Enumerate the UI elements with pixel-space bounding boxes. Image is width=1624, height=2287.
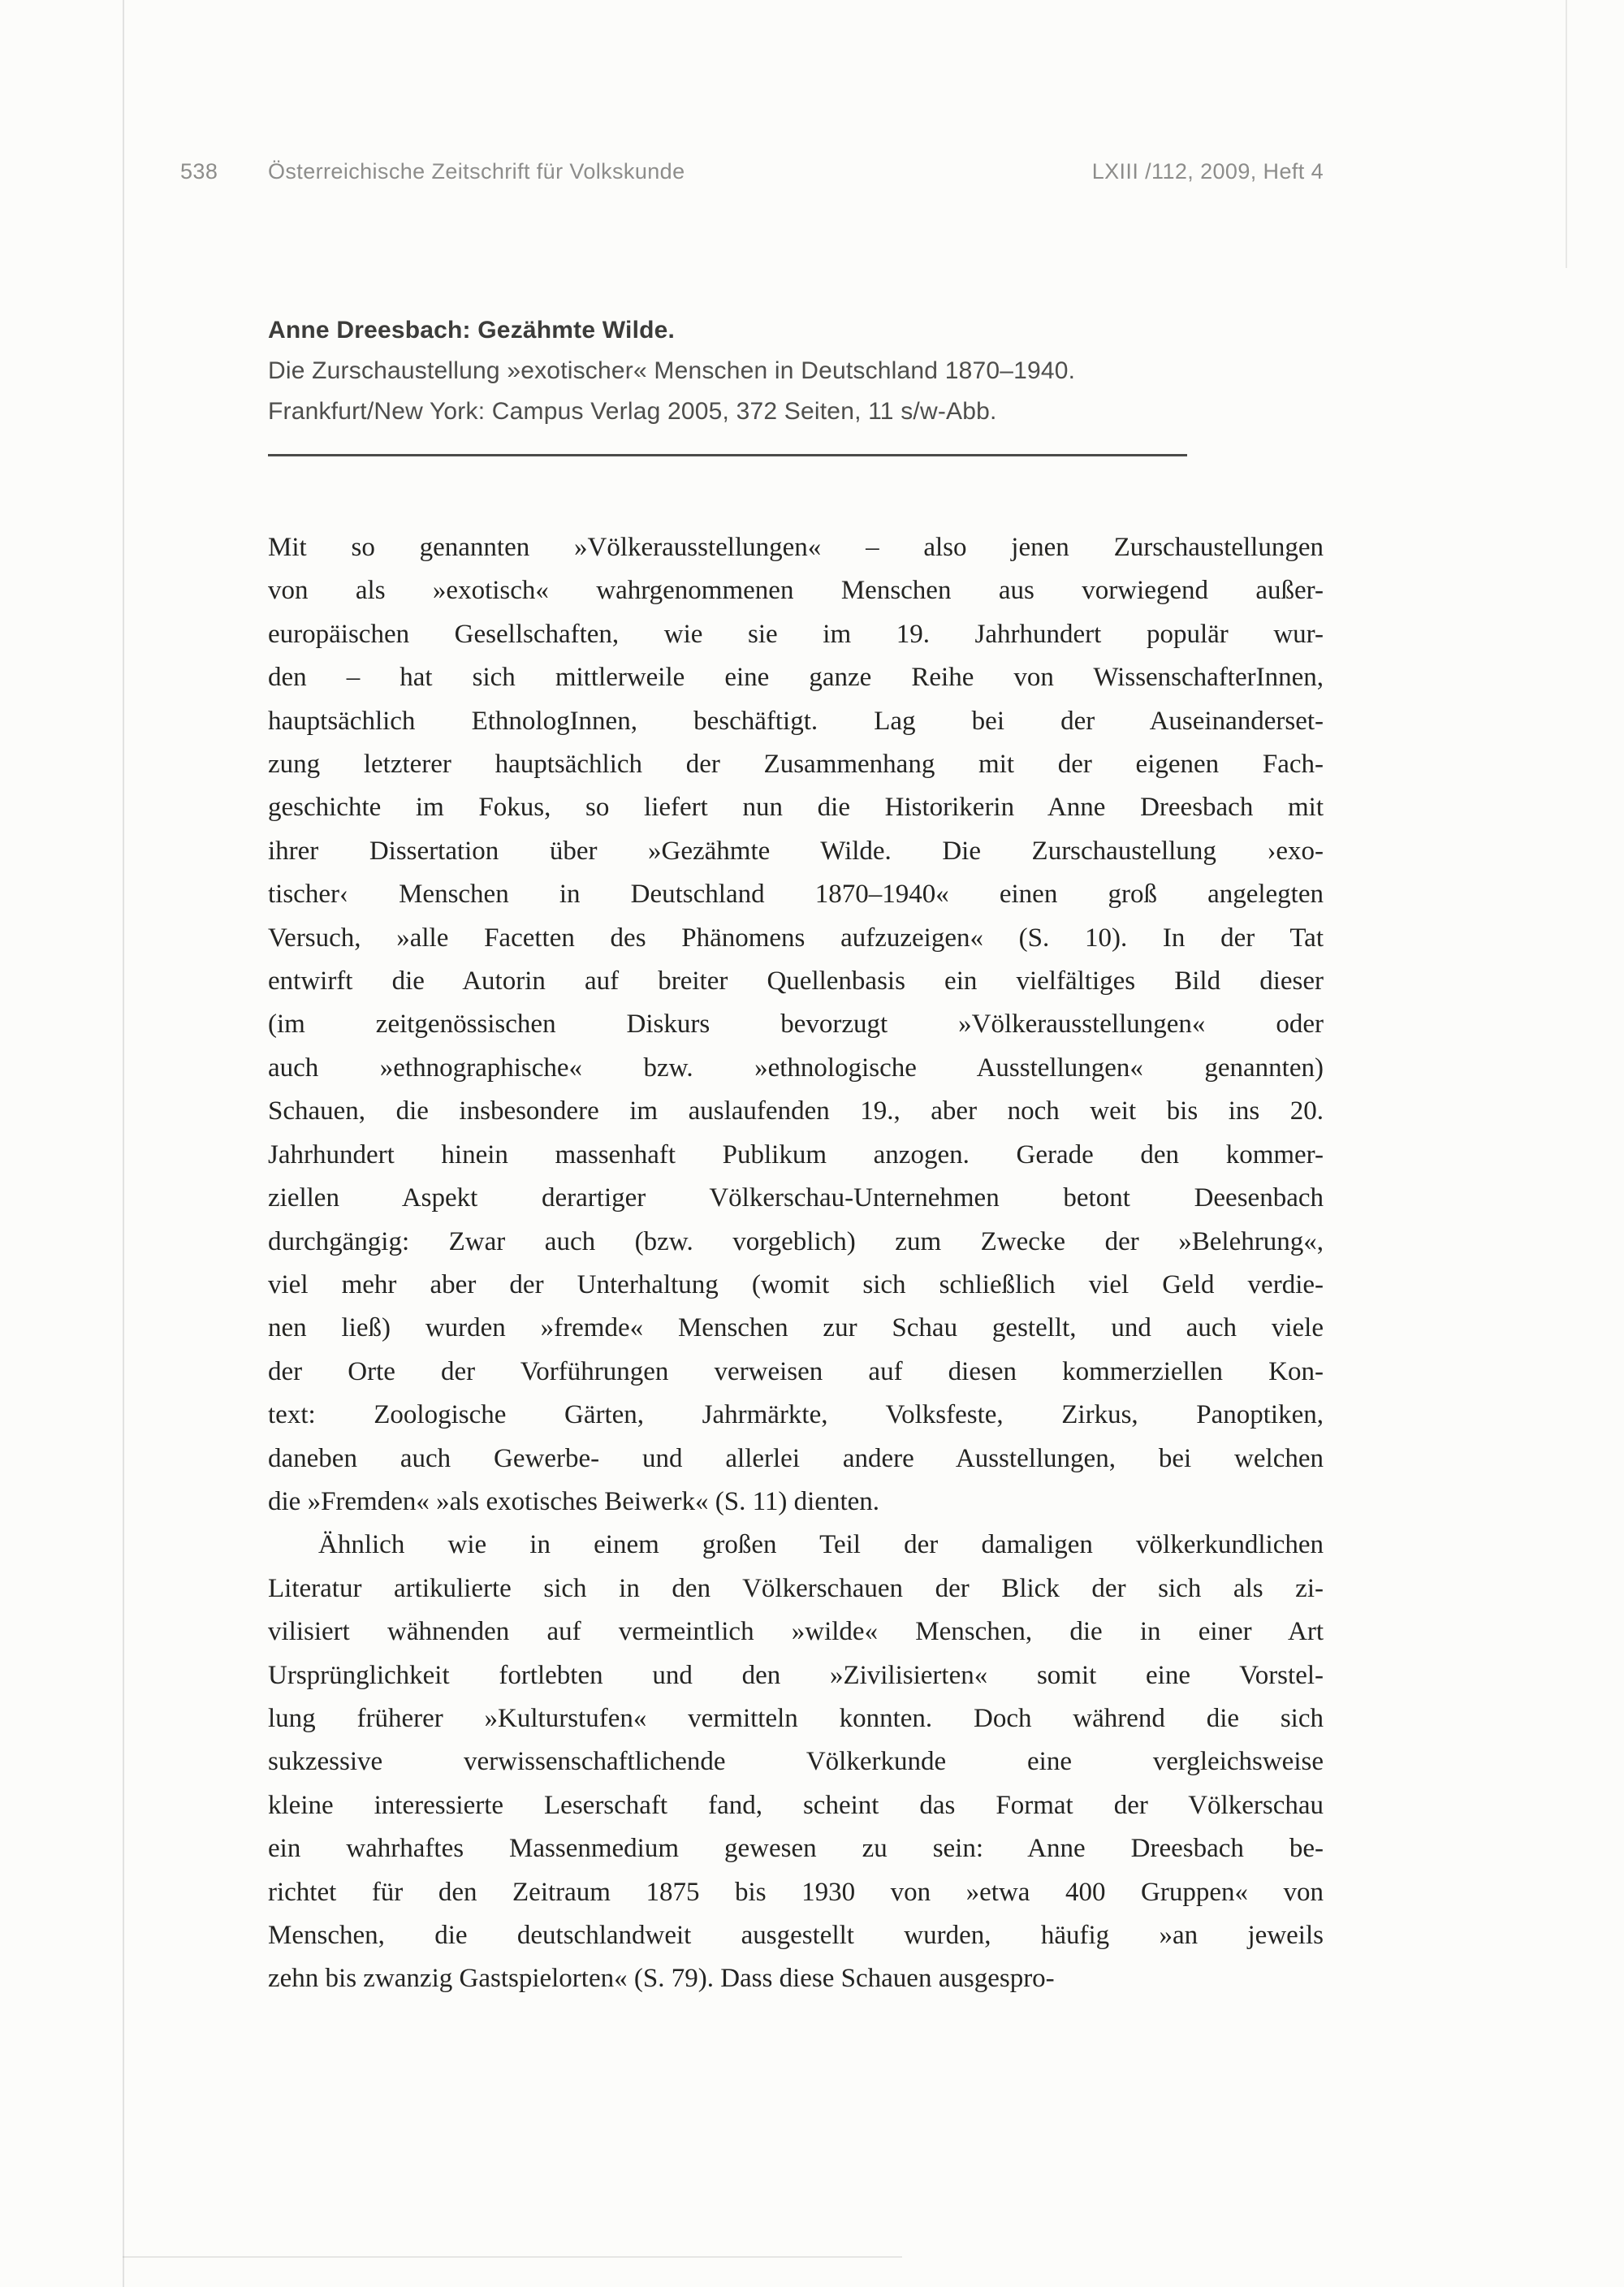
text-line: nen ließ) wurden »fremde« Menschen zur Schau gestellt, und auch viele xyxy=(268,1313,1324,1343)
paragraph xyxy=(268,526,1324,1524)
review-publication-info: Frankfurt/New York: Campus Verlag 2005, 372 Seiten, 11 s/w-Abb. xyxy=(268,398,997,425)
scan-edge-line-right xyxy=(1566,0,1567,268)
text-line: geschichte im Fokus, so liefert nun die Historikerin Anne Dreesbach mit xyxy=(268,793,1324,823)
text-line: lung früherer »Kulturstufen« vermitteln konnten. Doch während die sich xyxy=(268,1703,1324,1733)
text-line: Versuch, »alle Facetten des Phänomens aufzuzeigen« (S. 10). In der Tat xyxy=(268,923,1324,953)
red-registration-mark-bottom-1 xyxy=(79,2188,89,2232)
text-line: Mit so genannten »Völkerausstellungen« – also jenen Zurschaustellungen xyxy=(268,533,1324,562)
journal-name: Österreichische Zeitschrift für Volkskunde xyxy=(268,159,685,184)
body-text xyxy=(268,526,1324,2001)
paragraph xyxy=(268,1524,1324,2000)
text-line: Schauen, die insbesondere im auslaufenden 19., aber noch weit bis ins 20. xyxy=(268,1096,1324,1126)
text-line: richtet für den Zeitraum 1875 bis 1930 von »etwa 400 Gruppen« von xyxy=(268,1877,1324,1907)
text-line: auch »ethnographische« bzw. »ethnologische Ausstellungen« genannten) xyxy=(268,1053,1324,1083)
issue-info: LXIII /112, 2009, Heft 4 xyxy=(1091,159,1324,184)
red-registration-mark-top xyxy=(79,0,89,47)
text-line: Ursprünglichkeit fortlebten und den »Zivilisierten« somit eine Vorstel- xyxy=(268,1660,1324,1690)
text-line: der Orte der Vorführungen verweisen auf diesen kommerziellen Kon- xyxy=(268,1356,1324,1386)
page-number: 538 xyxy=(180,159,218,184)
running-header xyxy=(0,159,1624,188)
review-title: Anne Dreesbach: Gezähmte Wilde. xyxy=(268,317,676,344)
text-line: tischer‹ Menschen in Deutschland 1870–1940« einen groß angelegten xyxy=(268,880,1324,910)
text-line: zung letzterer hauptsächlich der Zusammenhang mit der eigenen Fach- xyxy=(268,750,1324,780)
text-line: hauptsächlich EthnologInnen, beschäftigt. Lag bei der Auseinanderset- xyxy=(268,706,1324,736)
text-line: daneben auch Gewerbe- und allerlei andere Ausstellungen, bei welchen xyxy=(268,1443,1324,1473)
text-line: vilisiert wähnenden auf vermeintlich »wilde« Menschen, die in einer Art xyxy=(268,1617,1324,1647)
text-line: Literatur artikulierte sich in den Völkerschauen der Blick der sich als zi- xyxy=(268,1573,1324,1603)
text-line: text: Zoologische Gärten, Jahrmärkte, Volksfeste, Zirkus, Panoptiken, xyxy=(268,1400,1324,1430)
text-line: den – hat sich mittlerweile eine ganze Reihe von WissenschafterInnen, xyxy=(268,663,1324,693)
review-heading xyxy=(268,310,1332,432)
text-line: Menschen, die deutschlandweit ausgestellt wurden, häufig »an jeweils xyxy=(268,1921,1324,1950)
text-line: durchgängig: Zwar auch (bzw. vorgeblich) zum Zwecke der »Belehrung«, xyxy=(268,1226,1324,1256)
text-line: kleine interessierte Leserschaft fand, scheint das Format der Völkerschau xyxy=(268,1790,1324,1820)
red-registration-mark-bottom-2 xyxy=(79,2242,89,2287)
text-line: Jahrhundert hinein massenhaft Publikum anzogen. Gerade den kommer- xyxy=(268,1139,1324,1169)
scan-edge-line-bottom xyxy=(123,2256,902,2258)
text-line: (im zeitgenössischen Diskurs bevorzugt »Völkerausstellungen« oder xyxy=(268,1009,1324,1040)
text-line: sukzessive verwissenschaftlichende Völkerkunde eine vergleichsweise xyxy=(268,1747,1324,1777)
text-line: von als »exotisch« wahrgenommenen Menschen aus vorwiegend außer- xyxy=(268,576,1324,606)
heading-rule xyxy=(268,454,1187,456)
text-line: Ähnlich wie in einem großen Teil der damaligen völkerkundlichen xyxy=(318,1530,1324,1560)
text-line: viel mehr aber der Unterhaltung (womit sich schließlich viel Geld verdie- xyxy=(268,1269,1324,1299)
text-line: zehn bis zwanzig Gastspielorten« (S. 79). Dass diese Schauen ausgespro- xyxy=(268,1964,1055,1994)
text-line: entwirft die Autorin auf breiter Quellenbasis ein vielfältiges Bild dieser xyxy=(268,966,1324,997)
review-subtitle: Die Zurschaustellung »exotischer« Menschen in Deutschland 1870–1940. xyxy=(268,357,1076,384)
text-line: die »Fremden« »als exotisches Beiwerk« (S. 11) dienten. xyxy=(268,1486,880,1516)
text-line: ein wahrhaftes Massenmedium gewesen zu sein: Anne Dreesbach be- xyxy=(268,1834,1324,1864)
scan-edge-line-left xyxy=(123,0,124,2287)
text-line: europäischen Gesellschaften, wie sie im 19. Jahrhundert populär wur- xyxy=(268,619,1324,649)
text-line: ziellen Aspekt derartiger Völkerschau-Unternehmen betont Deesenbach xyxy=(268,1183,1324,1213)
text-line: ihrer Dissertation über »Gezähmte Wilde. Die Zurschaustellung ›exo- xyxy=(268,836,1324,866)
